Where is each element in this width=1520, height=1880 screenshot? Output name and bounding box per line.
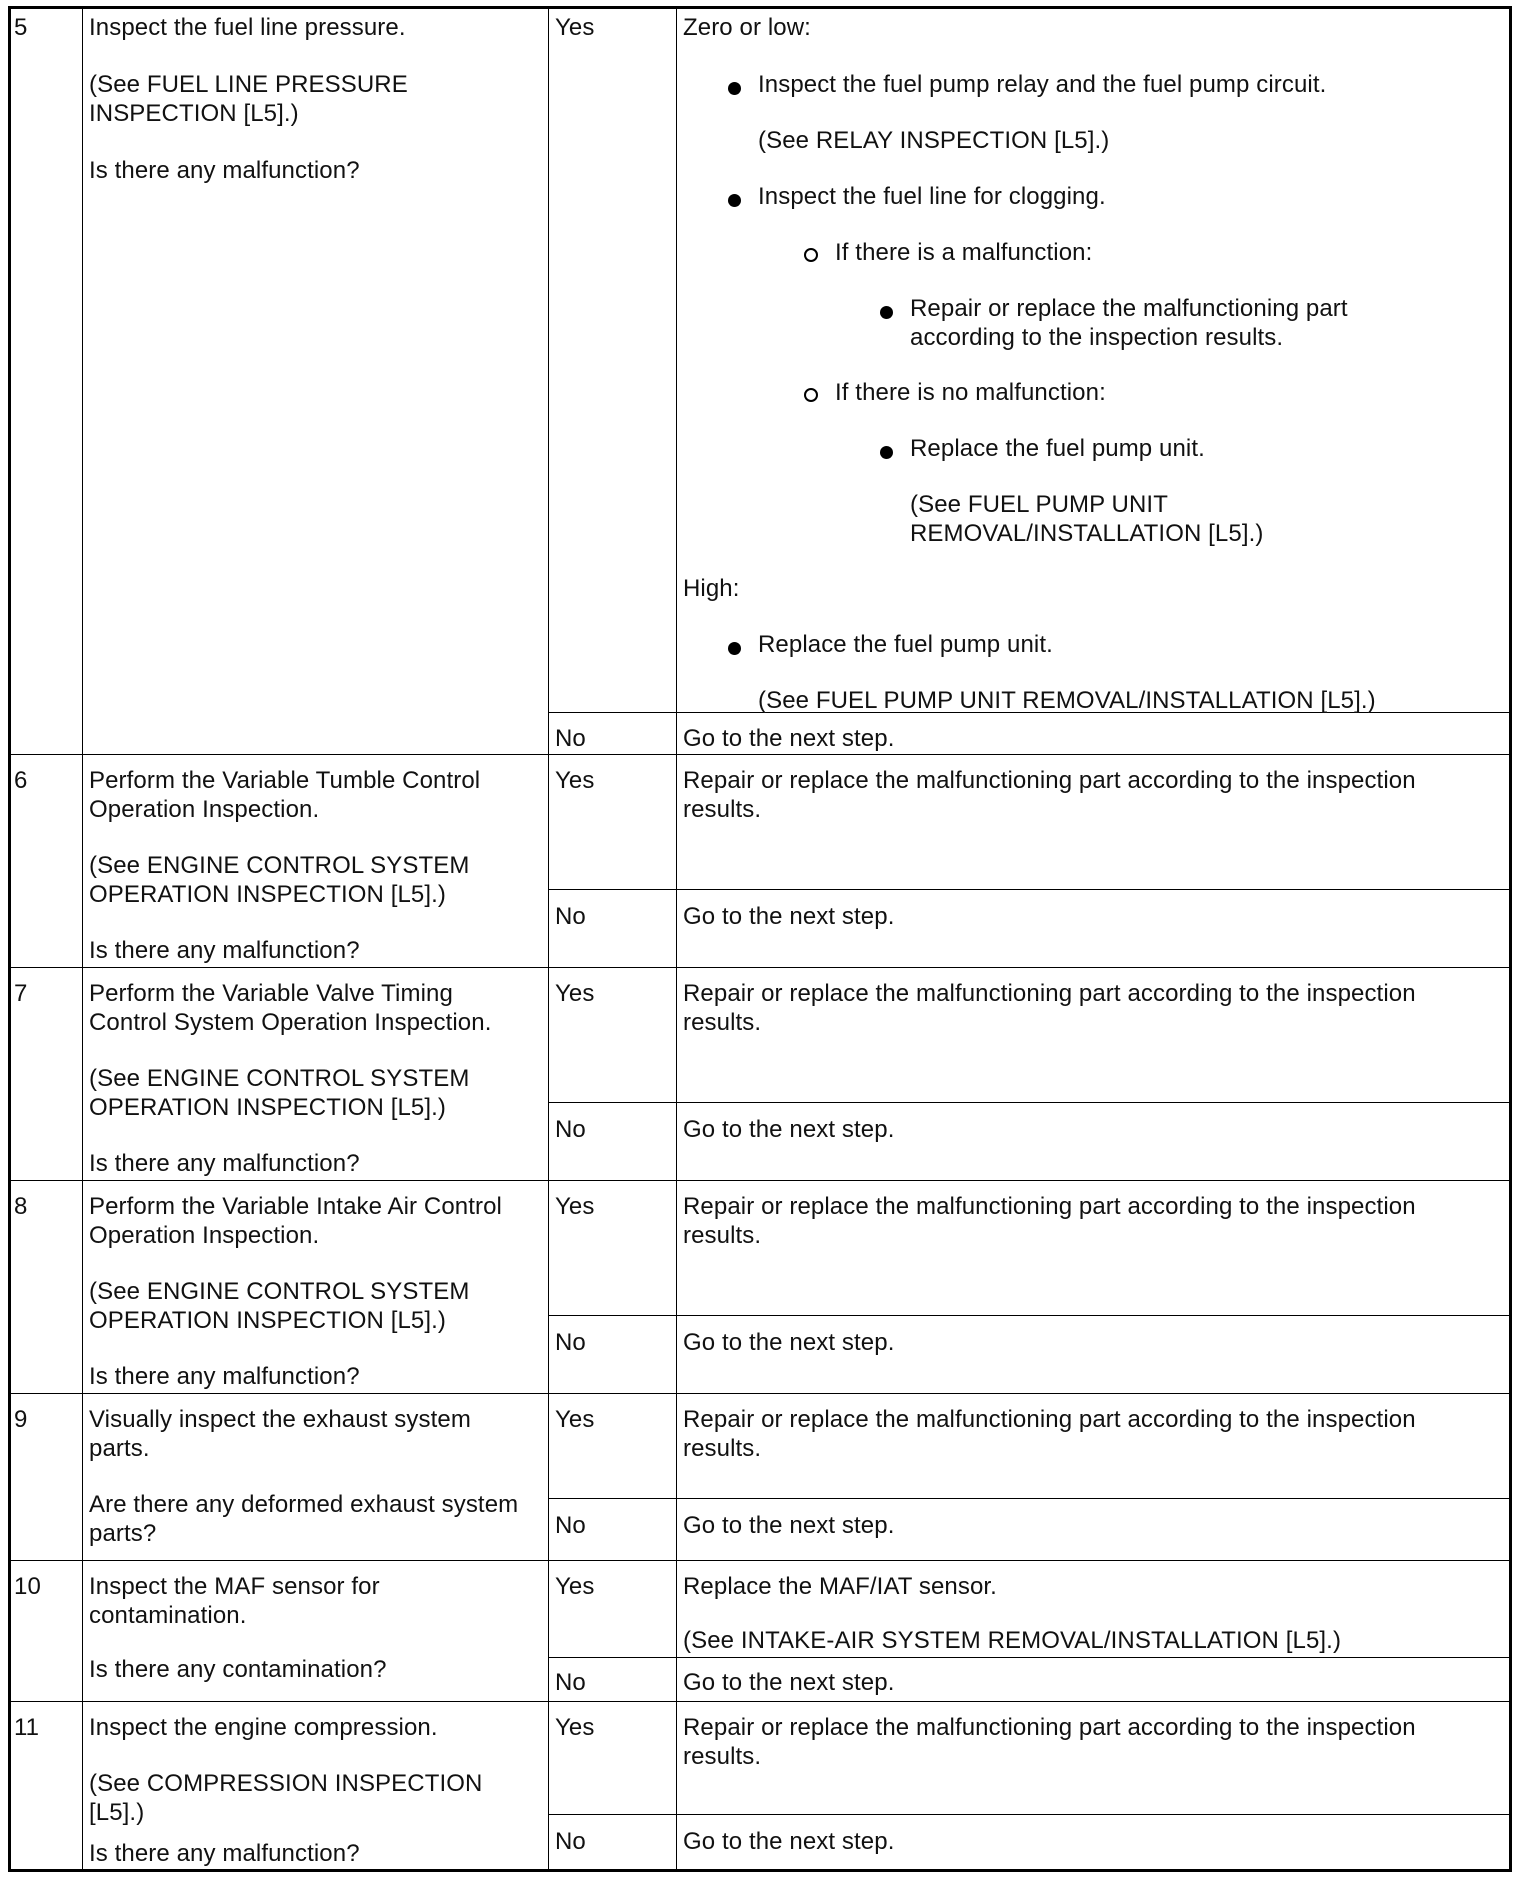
no-label: No <box>555 1116 586 1143</box>
bullet-icon <box>880 306 893 319</box>
step-number: 6 <box>14 767 28 794</box>
result-text: Repair or replace the malfunctioning part according to the inspection <box>683 980 1416 1007</box>
result-text: Go to the next step. <box>683 1828 895 1855</box>
yes-label: Yes <box>555 767 595 794</box>
action-text: Perform the Variable Tumble Control <box>89 767 481 794</box>
row-divider <box>8 1701 1512 1702</box>
result-text: Go to the next step. <box>683 1669 895 1696</box>
yes-no-divider <box>548 1102 1512 1103</box>
bullet-icon <box>728 194 741 207</box>
yes-label: Yes <box>555 1406 595 1433</box>
result-text: results. <box>683 1009 762 1036</box>
result-text: Inspect the fuel line for clogging. <box>758 183 1106 210</box>
action-reference: INSPECTION [L5].) <box>89 100 299 127</box>
bullet-icon <box>728 642 741 655</box>
action-question: Are there any deformed exhaust system <box>89 1491 519 1518</box>
result-text: results. <box>683 1435 762 1462</box>
action-reference: OPERATION INSPECTION [L5].) <box>89 1307 446 1334</box>
result-text: Go to the next step. <box>683 903 895 930</box>
row-divider <box>8 754 1512 755</box>
no-label: No <box>555 1512 586 1539</box>
yes-no-divider <box>548 1657 1512 1658</box>
column-divider <box>676 6 677 1872</box>
yes-no-divider <box>548 1814 1512 1815</box>
action-text: Visually inspect the exhaust system <box>89 1406 471 1433</box>
action-text: Perform the Variable Intake Air Control <box>89 1193 502 1220</box>
action-reference: (See ENGINE CONTROL SYSTEM <box>89 852 470 879</box>
result-reference: REMOVAL/INSTALLATION [L5].) <box>910 520 1264 547</box>
step-number: 10 <box>14 1573 41 1600</box>
action-question: Is there any malfunction? <box>89 1840 360 1867</box>
result-text: Go to the next step. <box>683 725 895 752</box>
sub-bullet-icon <box>804 248 818 262</box>
result-text: Go to the next step. <box>683 1116 895 1143</box>
step-number: 9 <box>14 1406 28 1433</box>
result-text: Replace the MAF/IAT sensor. <box>683 1573 997 1600</box>
yes-label: Yes <box>555 1573 595 1600</box>
result-condition: If there is no malfunction: <box>835 379 1106 406</box>
action-question: Is there any malfunction? <box>89 937 360 964</box>
result-reference: (See FUEL PUMP UNIT REMOVAL/INSTALLATION [L5].) <box>758 687 1376 714</box>
step-number: 7 <box>14 980 28 1007</box>
column-divider <box>548 6 549 1872</box>
no-label: No <box>555 903 586 930</box>
action-text: Operation Inspection. <box>89 1222 320 1249</box>
yes-no-divider <box>548 1498 1512 1499</box>
action-reference: [L5].) <box>89 1799 145 1826</box>
result-text: Go to the next step. <box>683 1329 895 1356</box>
result-condition: If there is a malfunction: <box>835 239 1093 266</box>
action-question: Is there any contamination? <box>89 1656 387 1683</box>
result-reference: (See INTAKE-AIR SYSTEM REMOVAL/INSTALLATION [L5].) <box>683 1627 1342 1654</box>
sub-bullet-icon <box>804 388 818 402</box>
result-text: Replace the fuel pump unit. <box>910 435 1205 462</box>
result-text: Repair or replace the malfunctioning part according to the inspection <box>683 1714 1416 1741</box>
column-divider <box>82 6 83 1872</box>
yes-label: Yes <box>555 980 595 1007</box>
step-number: 5 <box>14 14 28 41</box>
action-text: Operation Inspection. <box>89 796 320 823</box>
result-text: results. <box>683 1743 762 1770</box>
action-reference: OPERATION INSPECTION [L5].) <box>89 881 446 908</box>
action-text: parts. <box>89 1435 150 1462</box>
no-label: No <box>555 1828 586 1855</box>
result-text: Go to the next step. <box>683 1512 895 1539</box>
action-text: Perform the Variable Valve Timing <box>89 980 453 1007</box>
row-divider <box>8 1180 1512 1181</box>
result-text: Repair or replace the malfunctioning part according to the inspection <box>683 767 1416 794</box>
action-text: Inspect the engine compression. <box>89 1714 438 1741</box>
bullet-icon <box>728 82 741 95</box>
yes-label: Yes <box>555 1193 595 1220</box>
yes-label: Yes <box>555 14 595 41</box>
result-condition: Zero or low: <box>683 14 811 41</box>
result-text: Inspect the fuel pump relay and the fuel pump circuit. <box>758 71 1327 98</box>
yes-no-divider <box>548 1315 1512 1316</box>
action-reference: (See ENGINE CONTROL SYSTEM <box>89 1065 470 1092</box>
result-condition: High: <box>683 575 740 602</box>
action-reference: (See FUEL LINE PRESSURE <box>89 71 408 98</box>
troubleshooting-table <box>8 6 1512 1872</box>
action-reference: OPERATION INSPECTION [L5].) <box>89 1094 446 1121</box>
action-text: Control System Operation Inspection. <box>89 1009 492 1036</box>
result-reference: (See RELAY INSPECTION [L5].) <box>758 127 1110 154</box>
no-label: No <box>555 1329 586 1356</box>
step-number: 8 <box>14 1193 28 1220</box>
action-text: Inspect the MAF sensor for <box>89 1573 380 1600</box>
no-label: No <box>555 725 586 752</box>
yes-label: Yes <box>555 1714 595 1741</box>
action-question: Is there any malfunction? <box>89 1363 360 1390</box>
action-reference: (See ENGINE CONTROL SYSTEM <box>89 1278 470 1305</box>
result-text: Replace the fuel pump unit. <box>758 631 1053 658</box>
row-divider <box>8 1560 1512 1561</box>
action-reference: (See COMPRESSION INSPECTION <box>89 1770 483 1797</box>
row-divider <box>8 967 1512 968</box>
result-reference: (See FUEL PUMP UNIT <box>910 491 1168 518</box>
result-text: Repair or replace the malfunctioning part according to the inspection <box>683 1193 1416 1220</box>
row-divider <box>8 1393 1512 1394</box>
step-number: 11 <box>14 1714 40 1741</box>
action-text: contamination. <box>89 1602 247 1629</box>
result-text: results. <box>683 1222 762 1249</box>
action-question: Is there any malfunction? <box>89 157 360 184</box>
result-text: Repair or replace the malfunctioning part <box>910 295 1348 322</box>
result-text: Repair or replace the malfunctioning part according to the inspection <box>683 1406 1416 1433</box>
result-text: results. <box>683 796 762 823</box>
action-question: Is there any malfunction? <box>89 1150 360 1177</box>
action-question: parts? <box>89 1520 157 1547</box>
bullet-icon <box>880 446 893 459</box>
yes-no-divider <box>548 889 1512 890</box>
action-text: Inspect the fuel line pressure. <box>89 14 406 41</box>
result-text: according to the inspection results. <box>910 324 1284 351</box>
no-label: No <box>555 1669 586 1696</box>
